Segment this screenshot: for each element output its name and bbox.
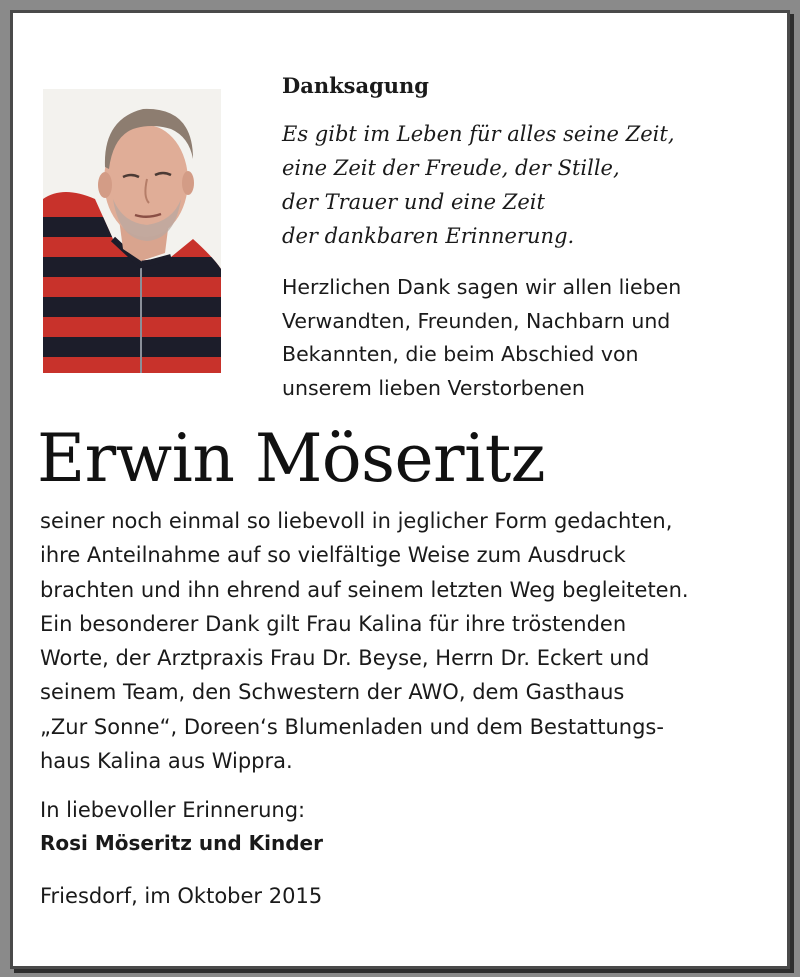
obituary-notice <box>10 10 790 969</box>
poem-line: der dankbaren Erinnerung. <box>282 224 575 248</box>
poem-line: der Trauer und eine Zeit <box>282 190 545 214</box>
body-line: brachten und ihn ehrend auf seinem letzten Weg begleiteten. <box>40 577 689 602</box>
body-line: Ein besonderer Dank gilt Frau Kalina für ihre tröstenden <box>40 611 627 636</box>
intro-line: Verwandten, Freunden, Nachbarn und <box>282 308 671 333</box>
place-date: Friesdorf, im Oktober 2015 <box>40 884 323 908</box>
body-line: „Zur Sonne“, Doreen‘s Blumenladen und dem Bestattungs- <box>40 714 664 739</box>
intro-line: unserem lieben Verstorbenen <box>282 375 585 400</box>
body-line: haus Kalina aus Wippra. <box>40 749 293 774</box>
thanks-intro <box>282 271 782 405</box>
regards-line: In liebevoller Erinnerung: <box>40 798 306 822</box>
body-line: seiner noch einmal so liebevoll in jeglicher Form gedachten, <box>40 509 673 533</box>
poem-line: eine Zeit der Freude, der Stille, <box>282 156 620 180</box>
body-line: ihre Anteilnahme auf so vielfältige Weise zum Ausdruck <box>40 543 626 568</box>
deceased-name: Erwin Möseritz <box>37 420 546 497</box>
poem-verse <box>282 117 675 253</box>
body-line: Worte, der Arztpraxis Frau Dr. Beyse, Herrn Dr. Eckert und <box>40 646 650 671</box>
signers-names: Rosi Möseritz und Kinder <box>40 831 323 855</box>
portrait-photo <box>43 89 221 373</box>
body-line: seinem Team, den Schwestern der AWO, dem Gasthaus <box>40 680 625 705</box>
intro-line: Herzlichen Dank sagen wir allen lieben <box>282 275 682 299</box>
notice-heading: Danksagung <box>282 73 429 98</box>
intro-line: Bekannten, die beim Abschied von <box>282 342 639 366</box>
poem-line: Es gibt im Leben für alles seine Zeit, <box>282 122 675 146</box>
thanks-body <box>40 504 780 778</box>
